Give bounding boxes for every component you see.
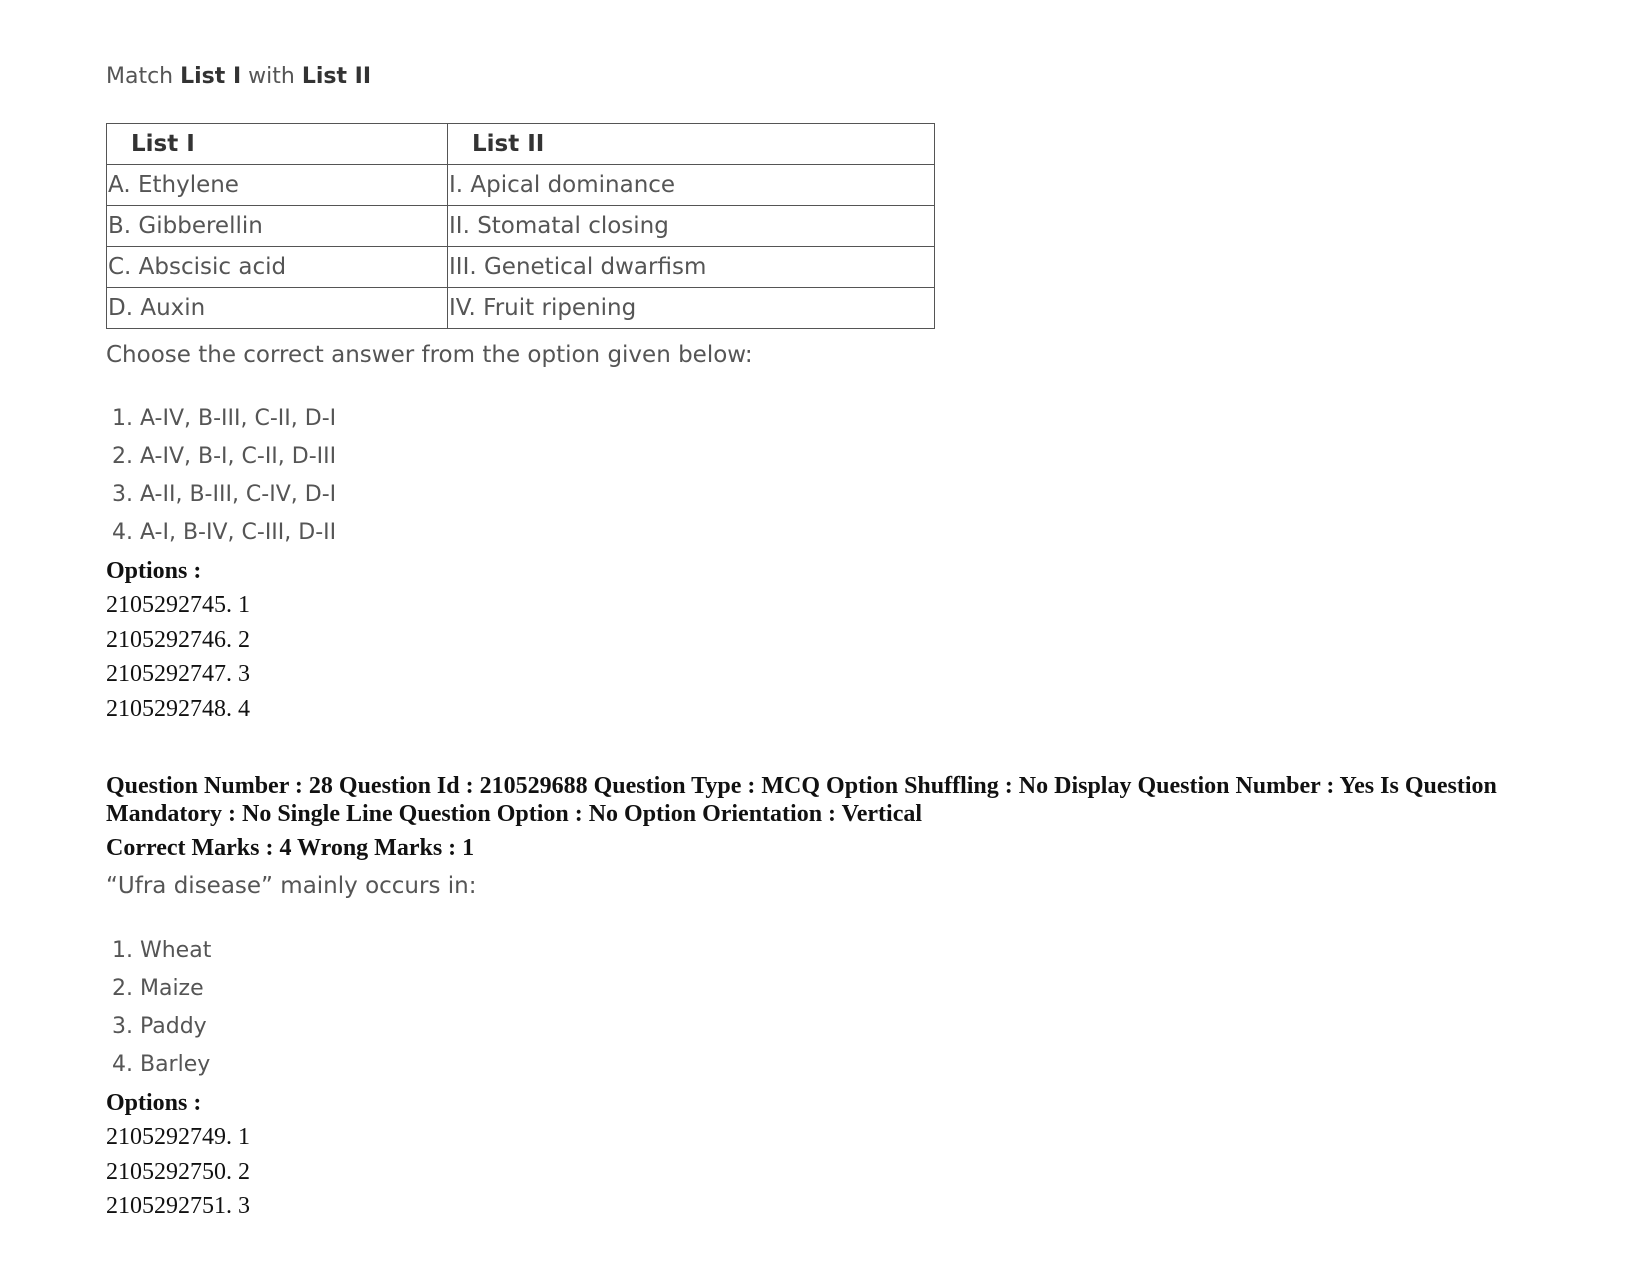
list-item: 1. A-IV, B-III, C-II, D-I bbox=[112, 406, 337, 431]
table-cell: IV. Fruit ripening bbox=[448, 288, 935, 329]
table-header-list2: List II bbox=[448, 124, 935, 165]
table-cell: B. Gibberellin bbox=[107, 206, 448, 247]
option-id: 2105292747. 3 bbox=[106, 661, 250, 687]
question-text: “Ufra disease” mainly occurs in: bbox=[106, 873, 477, 899]
option-id: 2105292749. 1 bbox=[106, 1124, 250, 1150]
table-cell: A. Ethylene bbox=[107, 165, 448, 206]
table-header-row bbox=[107, 124, 935, 165]
option-id: 2105292746. 2 bbox=[106, 626, 250, 653]
match-instruction bbox=[106, 64, 371, 89]
option-id: 2105292745. 1 bbox=[106, 592, 250, 618]
option-id: 2105292750. 2 bbox=[106, 1158, 250, 1185]
list-item: 3. Paddy bbox=[112, 1014, 207, 1039]
table-cell: I. Apical dominance bbox=[448, 165, 935, 206]
list-item: 2. A-IV, B-I, C-II, D-III bbox=[112, 444, 337, 469]
choose-instruction: Choose the correct answer from the option given below: bbox=[106, 342, 753, 368]
options-heading: Options : bbox=[106, 558, 202, 584]
list-item: 1. Wheat bbox=[112, 938, 212, 963]
list-item: 3. A-II, B-III, C-IV, D-I bbox=[112, 482, 337, 507]
table-row bbox=[107, 206, 935, 247]
table-cell: C. Abscisic acid bbox=[107, 247, 448, 288]
table-cell: II. Stomatal closing bbox=[448, 206, 935, 247]
table-row bbox=[107, 165, 935, 206]
match-table bbox=[106, 123, 935, 329]
list-item: 4. A-I, B-IV, C-III, D-II bbox=[112, 520, 337, 545]
intro-list2: List II bbox=[301, 64, 372, 89]
intro-mid: with bbox=[241, 64, 302, 89]
table-header-list1: List I bbox=[107, 124, 448, 165]
answer-choices-q1 bbox=[112, 400, 336, 552]
options-block-q2 bbox=[106, 1086, 250, 1224]
list-item: 2. Maize bbox=[112, 976, 204, 1001]
table-cell: D. Auxin bbox=[107, 288, 448, 329]
option-id: 2105292748. 4 bbox=[106, 695, 250, 722]
option-id: 2105292751. 3 bbox=[106, 1193, 250, 1219]
table-row bbox=[107, 288, 935, 329]
answer-choices-q2 bbox=[112, 932, 211, 1084]
question-marks: Correct Marks : 4 Wrong Marks : 1 bbox=[106, 835, 475, 861]
table-row bbox=[107, 247, 935, 288]
intro-list1: List I bbox=[180, 64, 242, 89]
options-block-q1 bbox=[106, 554, 250, 726]
list-item: 4. Barley bbox=[112, 1052, 211, 1077]
table-cell: III. Genetical dwarfism bbox=[448, 247, 935, 288]
options-heading: Options : bbox=[106, 1090, 202, 1116]
question-meta: Question Number : 28 Question Id : 210529688 Question Type : MCQ Option Shuffling : No Display Question Number : Yes Is Question Mandatory : No Single Line Question Option : No Option Orientation : Vertical bbox=[106, 773, 1497, 827]
intro-prefix: Match bbox=[106, 64, 181, 89]
